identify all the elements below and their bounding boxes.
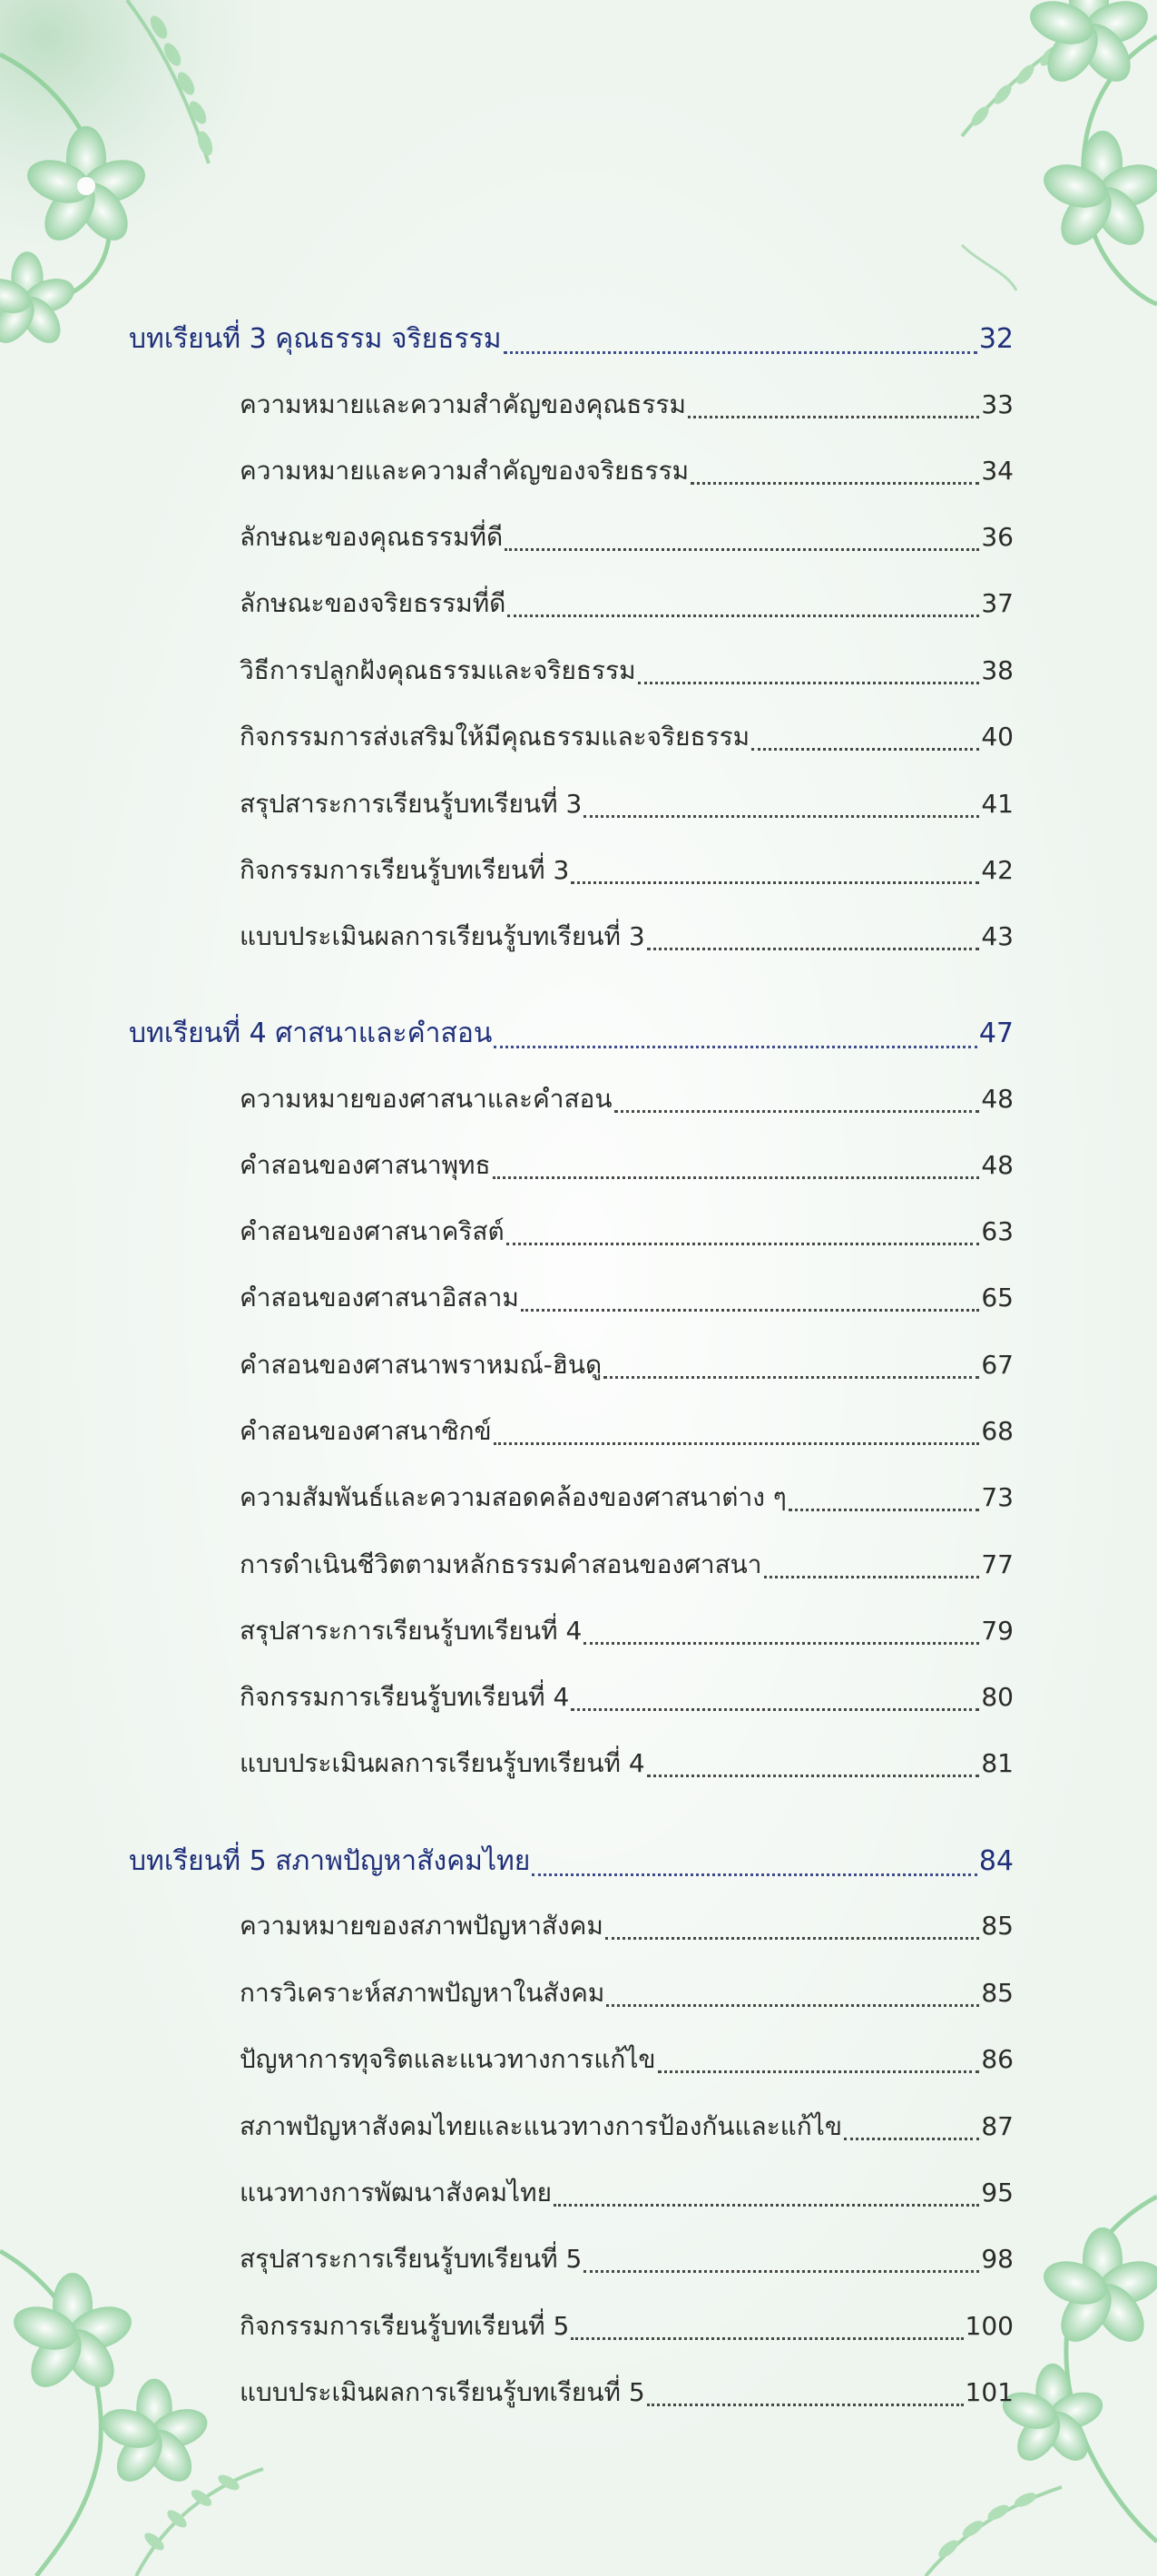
toc-entry-title: คำสอนของศาสนาพราหมณ์-ฮินดู <box>240 1350 603 1380</box>
dot-leader <box>647 1774 980 1777</box>
toc-entry[interactable] <box>240 584 1014 624</box>
toc-page-number: 38 <box>981 655 1014 685</box>
dot-leader <box>638 681 980 684</box>
toc-entry-title: คำสอนของศาสนาอิสลาม <box>240 1283 519 1313</box>
toc-page-number: 98 <box>981 2244 1014 2274</box>
toc-entry[interactable] <box>240 451 1014 491</box>
toc-chapter-title: บทเรียนที่ 5 สภาพปัญหาสังคมไทย <box>129 1845 531 1877</box>
toc-entry[interactable] <box>240 2040 1014 2079</box>
toc-entry[interactable] <box>240 1145 1014 1185</box>
toc-entry[interactable] <box>240 1611 1014 1651</box>
toc-page-number: 42 <box>981 855 1014 885</box>
toc-entry[interactable] <box>240 1744 1014 1784</box>
toc-entry-title: ลักษณะของจริยธรรมที่ดี <box>240 588 506 618</box>
toc-entry[interactable] <box>240 784 1014 824</box>
toc-entry[interactable] <box>240 2373 1014 2413</box>
toc-page-number: 68 <box>981 1416 1014 1446</box>
toc-entry-title: กิจกรรมการเรียนรู้บทเรียนที่ 5 <box>240 2311 570 2341</box>
toc-page-number: 40 <box>981 722 1014 752</box>
toc-page-number: 47 <box>978 1018 1014 1049</box>
toc-chapter-title: บทเรียนที่ 3 คุณธรรม จริยธรรม <box>129 323 502 355</box>
toc-entry[interactable] <box>240 2306 1014 2346</box>
dot-leader <box>532 1873 976 1876</box>
toc-entry[interactable] <box>240 1478 1014 1518</box>
toc-page-number: 33 <box>981 389 1014 419</box>
toc-page-number: 36 <box>981 522 1014 552</box>
toc-page-number: 85 <box>981 1911 1014 1941</box>
toc-entry-title: กิจกรรมการเรียนรู้บทเรียนที่ 4 <box>240 1682 570 1712</box>
toc-page-number: 48 <box>981 1150 1014 1180</box>
toc-entry-title: กิจกรรมการส่งเสริมให้มีคุณธรรมและจริยธรรม <box>240 722 750 752</box>
toc-page-number: 63 <box>981 1216 1014 1246</box>
toc-entry-title: แนวทางการพัฒนาสังคมไทย <box>240 2178 552 2207</box>
toc-entry-title: แบบประเมินผลการเรียนรู้บทเรียนที่ 4 <box>240 1748 645 1778</box>
dot-leader <box>605 1936 980 1940</box>
toc-entry-title: คำสอนของศาสนาซิกข์ <box>240 1416 492 1446</box>
dot-leader <box>507 614 979 617</box>
toc-page-number: 32 <box>978 323 1014 355</box>
toc-entry-title: ปัญหาการทุจริตและแนวทางการแก้ไข <box>240 2044 656 2074</box>
dot-leader <box>614 1109 980 1113</box>
toc-entry-title: ความหมายและความสำคัญของคุณธรรม <box>240 389 686 419</box>
toc-entry[interactable] <box>240 1212 1014 1252</box>
toc-entry[interactable] <box>240 717 1014 757</box>
toc-page-number: 65 <box>981 1283 1014 1313</box>
dot-leader <box>606 2003 979 2007</box>
toc-page-number: 41 <box>981 789 1014 819</box>
toc-entry-title: ความสัมพันธ์และความสอดคล้องของศาสนาต่าง ๆ <box>240 1482 787 1512</box>
dot-leader <box>751 747 979 751</box>
toc-entry[interactable] <box>240 2239 1014 2279</box>
toc-entry[interactable] <box>240 651 1014 691</box>
toc-entry-title: การดำเนินชีวิตตามหลักธรรมคำสอนของศาสนา <box>240 1549 762 1579</box>
toc-entry[interactable] <box>240 1345 1014 1385</box>
toc-page-number: 85 <box>981 1978 1014 2008</box>
toc-entry-title: แบบประเมินผลการเรียนรู้บทเรียนที่ 3 <box>240 921 645 951</box>
toc-page-number: 48 <box>981 1084 1014 1114</box>
dot-leader <box>521 1308 980 1312</box>
toc-entry-title: กิจกรรมการเรียนรู้บทเรียนที่ 3 <box>240 855 570 885</box>
toc-chapter-4[interactable] <box>129 1012 1014 1055</box>
toc-chapter-title: บทเรียนที่ 4 ศาสนาและคำสอน <box>129 1018 493 1049</box>
dot-leader <box>494 1441 980 1445</box>
dot-leader <box>647 947 980 950</box>
dot-leader <box>506 1242 980 1245</box>
toc-entry-title: สรุปสาระการเรียนรู้บทเรียนที่ 3 <box>240 789 583 819</box>
dot-leader <box>844 2137 979 2140</box>
dot-leader <box>571 2336 963 2340</box>
toc-entry[interactable] <box>240 517 1014 557</box>
toc-page-number: 43 <box>981 921 1014 951</box>
toc-entry[interactable] <box>240 2173 1014 2213</box>
toc-page-number: 79 <box>981 1616 1014 1646</box>
toc-page-number: 100 <box>965 2311 1014 2341</box>
dot-leader <box>583 2269 979 2273</box>
toc-page-number: 80 <box>981 1682 1014 1712</box>
toc-page-number: 101 <box>965 2377 1014 2407</box>
toc-entry-title: ความหมายของสภาพปัญหาสังคม <box>240 1911 603 1941</box>
toc-entry[interactable] <box>240 2107 1014 2147</box>
toc-entry-title: ความหมายและความสำคัญของจริยธรรม <box>240 456 690 486</box>
toc-page-number: 34 <box>981 456 1014 486</box>
toc-entry[interactable] <box>240 1545 1014 1585</box>
toc-page-number: 67 <box>981 1350 1014 1380</box>
dot-leader <box>764 1575 980 1578</box>
toc-entry[interactable] <box>240 1677 1014 1717</box>
toc-page-number: 84 <box>978 1845 1014 1877</box>
toc-entry[interactable] <box>240 1079 1014 1119</box>
toc-entry-title: คำสอนของศาสนาคริสต์ <box>240 1216 505 1246</box>
dot-leader <box>493 1175 980 1179</box>
toc-entry[interactable] <box>240 850 1014 890</box>
dot-leader <box>603 1375 979 1379</box>
toc-entry[interactable] <box>240 1973 1014 2013</box>
dot-leader <box>583 814 979 818</box>
dot-leader <box>494 1045 976 1048</box>
toc-entry[interactable] <box>240 385 1014 425</box>
toc-entry[interactable] <box>240 917 1014 957</box>
toc-entry[interactable] <box>240 1906 1014 1946</box>
toc-page-number: 77 <box>981 1549 1014 1579</box>
dot-leader <box>505 547 979 551</box>
dot-leader <box>504 350 977 354</box>
toc-page-number: 73 <box>981 1482 1014 1512</box>
dot-leader <box>691 481 979 485</box>
toc-page-number: 95 <box>981 2178 1014 2207</box>
dot-leader <box>688 415 979 418</box>
toc-chapter-3[interactable] <box>129 318 1014 360</box>
toc-entry-title: คำสอนของศาสนาพุทธ <box>240 1150 491 1180</box>
dot-leader <box>658 2070 980 2073</box>
dot-leader <box>647 2403 964 2406</box>
dot-leader <box>789 1508 980 1511</box>
toc-entry[interactable] <box>240 1278 1014 1318</box>
toc-page-number: 87 <box>981 2111 1014 2141</box>
toc-page-number: 81 <box>981 1748 1014 1778</box>
toc-page-number: 86 <box>981 2044 1014 2074</box>
toc-entry-title: สภาพปัญหาสังคมไทยและแนวทางการป้องกันและแก้ไข <box>240 2111 842 2141</box>
toc-entry-title: การวิเคราะห์สภาพปัญหาในสังคม <box>240 1978 605 2008</box>
toc-entry-title: สรุปสาระการเรียนรู้บทเรียนที่ 5 <box>240 2244 583 2274</box>
toc-entry-title: แบบประเมินผลการเรียนรู้บทเรียนที่ 5 <box>240 2377 645 2407</box>
toc-chapter-5[interactable] <box>129 1840 1014 1883</box>
dot-leader <box>554 2203 979 2207</box>
toc-entry-title: สรุปสาระการเรียนรู้บทเรียนที่ 4 <box>240 1616 583 1646</box>
dot-leader <box>583 1641 979 1645</box>
toc-entry-title: วิธีการปลูกฝังคุณธรรมและจริยธรรม <box>240 655 636 685</box>
toc-entry[interactable] <box>240 1411 1014 1451</box>
dot-leader <box>571 880 979 884</box>
toc-page-number: 37 <box>981 588 1014 618</box>
dot-leader <box>571 1707 979 1711</box>
toc-entry-title: ลักษณะของคุณธรรมที่ดี <box>240 522 504 552</box>
toc-entry-title: ความหมายของศาสนาและคำสอน <box>240 1084 613 1114</box>
